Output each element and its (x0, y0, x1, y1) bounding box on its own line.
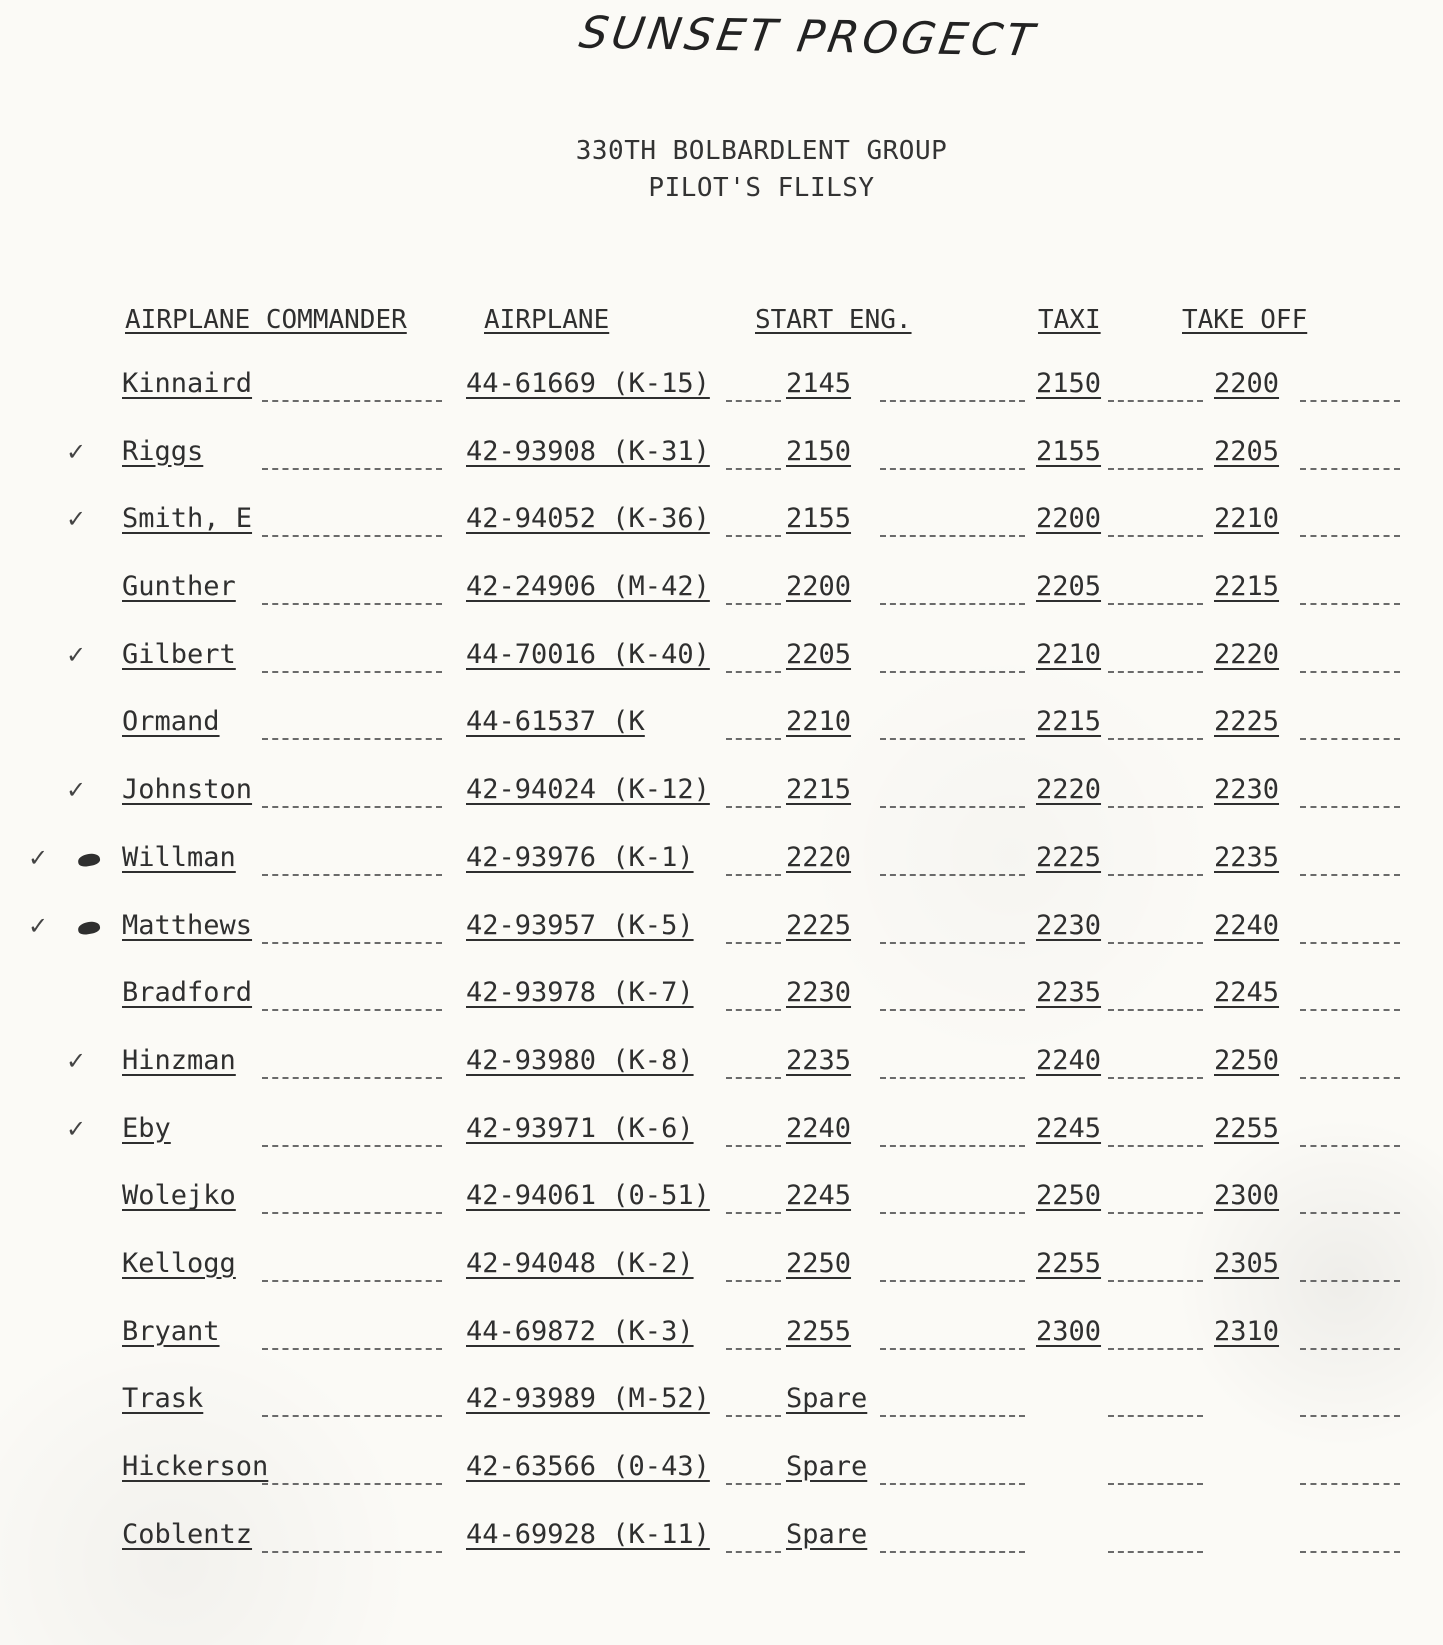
leader-dashes (1108, 1077, 1203, 1079)
airplane-id: 44-61669 (K-15) (466, 368, 710, 399)
commander-name: Hinzman (122, 1044, 236, 1076)
leader-dashes (1300, 738, 1400, 740)
leader-dashes (262, 535, 442, 537)
start-engine-time: Spare (786, 1518, 868, 1550)
take-off-time: 2305 (1214, 1247, 1280, 1279)
commander-name: Coblentz (122, 1518, 253, 1550)
schedule-table (0, 368, 1443, 1586)
document-subtitle: PILOT'S FLILSY (648, 173, 875, 203)
table-row (0, 436, 1443, 504)
commander-name: Eby (122, 1112, 171, 1144)
table-row (0, 1248, 1443, 1316)
column-header-commander: AIRPLANE COMMANDER (125, 305, 407, 335)
leader-dashes (1108, 400, 1203, 402)
leader-dashes (1300, 603, 1400, 605)
table-row (0, 503, 1443, 571)
commander-name: Bradford (122, 977, 253, 1009)
leader-dashes (1108, 671, 1203, 673)
column-header-taxi: TAXI (1038, 305, 1101, 335)
leader-dashes (1108, 1415, 1203, 1417)
leader-dashes (262, 1551, 442, 1553)
start-engine-time: Spare (786, 1383, 868, 1415)
taxi-time: 2255 (1036, 1247, 1102, 1279)
leader-dashes (1300, 942, 1400, 944)
leader-dashes (262, 1212, 442, 1214)
check-mark-icon: ✓ (66, 1114, 87, 1143)
leader-dashes (1300, 1212, 1400, 1214)
airplane-id: 42-93957 (K-5) (466, 909, 694, 941)
leader-dashes (726, 1415, 781, 1417)
check-mark-icon: ✓ (66, 1046, 87, 1075)
leader-dashes (726, 1348, 781, 1350)
take-off-time: 2240 (1214, 909, 1280, 941)
taxi-time: 2215 (1036, 706, 1102, 738)
start-engine-time: 2215 (786, 774, 852, 806)
table-row (0, 368, 1443, 436)
take-off-time: 2200 (1214, 368, 1280, 399)
taxi-time: 2240 (1036, 1044, 1102, 1076)
airplane-id: 42-24906 (M-42) (466, 571, 710, 603)
start-engine-time: 2235 (786, 1044, 852, 1076)
airplane-id: 42-94061 (0-51) (466, 1180, 710, 1212)
start-engine-time: 2150 (786, 435, 852, 467)
leader-dashes (1108, 1145, 1203, 1147)
taxi-time: 2245 (1036, 1112, 1102, 1144)
leader-dashes (1108, 1483, 1203, 1485)
leader-dashes (1108, 468, 1203, 470)
airplane-id: 42-93976 (K-1) (466, 841, 694, 873)
leader-dashes (880, 1212, 1025, 1214)
leader-dashes (880, 1415, 1025, 1417)
commander-name: Riggs (122, 435, 204, 467)
airplane-id: 42-94052 (K-36) (466, 503, 710, 535)
leader-dashes (262, 1348, 442, 1350)
leader-dashes (1300, 1551, 1400, 1553)
leader-dashes (1108, 806, 1203, 808)
leader-dashes (1300, 1145, 1400, 1147)
start-engine-time: 2255 (786, 1315, 852, 1347)
leader-dashes (262, 1415, 442, 1417)
table-row (0, 1316, 1443, 1384)
leader-dashes (880, 806, 1025, 808)
commander-name: Kellogg (122, 1247, 236, 1279)
ink-blot (77, 852, 101, 868)
commander-name: Ormand (122, 706, 220, 738)
unit-title: 330TH BOLBARDLENT GROUP (575, 136, 948, 166)
column-header-airplane: AIRPLANE (484, 305, 610, 335)
check-mark-icon: ✓ (66, 640, 87, 669)
leader-dashes (726, 400, 781, 402)
leader-dashes (726, 1212, 781, 1214)
leader-dashes (262, 1145, 442, 1147)
leader-dashes (726, 1077, 781, 1079)
leader-dashes (262, 1077, 442, 1079)
leader-dashes (1300, 874, 1400, 876)
take-off-time: 2250 (1214, 1044, 1280, 1076)
leader-dashes (880, 468, 1025, 470)
leader-dashes (726, 942, 781, 944)
commander-name: Wolejko (122, 1180, 236, 1212)
taxi-time: 2150 (1036, 368, 1102, 399)
start-engine-time: 2225 (786, 909, 852, 941)
airplane-id: 44-70016 (K-40) (466, 638, 710, 670)
taxi-time: 2210 (1036, 638, 1102, 670)
start-engine-time: 2145 (786, 368, 852, 399)
leader-dashes (880, 1009, 1025, 1011)
commander-name: Hickerson (122, 1451, 269, 1482)
airplane-id: 42-94048 (K-2) (466, 1247, 694, 1279)
taxi-time: 2220 (1036, 774, 1102, 806)
airplane-id: 42-93978 (K-7) (466, 977, 694, 1009)
leader-dashes (726, 603, 781, 605)
start-engine-time: 2205 (786, 638, 852, 670)
table-row (0, 774, 1443, 842)
take-off-time: 2205 (1214, 435, 1280, 467)
taxi-time: 2225 (1036, 841, 1102, 873)
column-header-start-engine: START ENG. (755, 305, 912, 335)
taxi-time: 2250 (1036, 1180, 1102, 1212)
airplane-id: 42-63566 (0-43) (466, 1451, 710, 1482)
leader-dashes (880, 1280, 1025, 1282)
airplane-id: 44-69872 (K-3) (466, 1315, 694, 1347)
leader-dashes (880, 1077, 1025, 1079)
leader-dashes (262, 738, 442, 740)
airplane-id: 42-93971 (K-6) (466, 1112, 694, 1144)
leader-dashes (726, 874, 781, 876)
leader-dashes (880, 535, 1025, 537)
leader-dashes (880, 671, 1025, 673)
leader-dashes (1300, 1009, 1400, 1011)
airplane-id: 42-94024 (K-12) (466, 774, 710, 806)
taxi-time: 2155 (1036, 435, 1102, 467)
leader-dashes (1300, 1280, 1400, 1282)
start-engine-time: 2250 (786, 1247, 852, 1279)
leader-dashes (1108, 1009, 1203, 1011)
table-row (0, 706, 1443, 774)
leader-dashes (726, 1551, 781, 1553)
leader-dashes (1300, 806, 1400, 808)
airplane-id: 44-61537 (K (466, 706, 645, 738)
table-row (0, 1113, 1443, 1181)
taxi-time: 2235 (1036, 977, 1102, 1009)
check-mark-icon: ✓ (66, 437, 87, 466)
leader-dashes (880, 942, 1025, 944)
taxi-time: 2300 (1036, 1315, 1102, 1347)
leader-dashes (1108, 535, 1203, 537)
leader-dashes (880, 400, 1025, 402)
leader-dashes (1300, 1348, 1400, 1350)
taxi-time: 2200 (1036, 503, 1102, 535)
leader-dashes (1108, 874, 1203, 876)
leader-dashes (880, 1348, 1025, 1350)
leader-dashes (1108, 942, 1203, 944)
leader-dashes (726, 1145, 781, 1147)
leader-dashes (1108, 1348, 1203, 1350)
leader-dashes (880, 1145, 1025, 1147)
handwritten-title: SUNSET PROGECT (576, 7, 1041, 67)
leader-dashes (262, 400, 442, 402)
leader-dashes (726, 1009, 781, 1011)
table-row (0, 1519, 1443, 1587)
leader-dashes (1108, 1280, 1203, 1282)
table-row (0, 1383, 1443, 1451)
check-mark-icon: ✓ (28, 843, 49, 872)
commander-name: Kinnaird (122, 368, 253, 399)
take-off-time: 2235 (1214, 841, 1280, 873)
leader-dashes (880, 1551, 1025, 1553)
check-mark-icon: ✓ (28, 911, 49, 940)
commander-name: Willman (122, 841, 236, 873)
leader-dashes (1300, 1483, 1400, 1485)
leader-dashes (726, 468, 781, 470)
table-row (0, 639, 1443, 707)
table-row (0, 910, 1443, 978)
leader-dashes (726, 535, 781, 537)
leader-dashes (1108, 738, 1203, 740)
leader-dashes (880, 874, 1025, 876)
leader-dashes (262, 603, 442, 605)
start-engine-time: 2155 (786, 503, 852, 535)
take-off-time: 2245 (1214, 977, 1280, 1009)
leader-dashes (1300, 535, 1400, 537)
leader-dashes (1300, 400, 1400, 402)
commander-name: Smith, E (122, 503, 253, 535)
leader-dashes (262, 1280, 442, 1282)
leader-dashes (262, 468, 442, 470)
take-off-time: 2215 (1214, 571, 1280, 603)
leader-dashes (262, 806, 442, 808)
commander-name: Gunther (122, 571, 236, 603)
leader-dashes (262, 1483, 442, 1485)
start-engine-time: 2240 (786, 1112, 852, 1144)
column-header-take-off: TAKE OFF (1182, 305, 1308, 335)
leader-dashes (262, 874, 442, 876)
commander-name: Bryant (122, 1315, 220, 1347)
taxi-time: 2230 (1036, 909, 1102, 941)
leader-dashes (262, 942, 442, 944)
leader-dashes (726, 671, 781, 673)
leader-dashes (1300, 671, 1400, 673)
commander-name: Trask (122, 1383, 204, 1415)
commander-name: Johnston (122, 774, 253, 806)
ink-blot (77, 920, 101, 936)
taxi-time: 2205 (1036, 571, 1102, 603)
check-mark-icon: ✓ (66, 505, 87, 534)
commander-name: Gilbert (122, 638, 236, 670)
leader-dashes (262, 1009, 442, 1011)
start-engine-time: Spare (786, 1451, 868, 1482)
leader-dashes (726, 806, 781, 808)
leader-dashes (726, 1280, 781, 1282)
start-engine-time: 2210 (786, 706, 852, 738)
table-row (0, 977, 1443, 1045)
take-off-time: 2255 (1214, 1112, 1280, 1144)
leader-dashes (262, 671, 442, 673)
airplane-id: 42-93989 (M-52) (466, 1383, 710, 1415)
start-engine-time: 2245 (786, 1180, 852, 1212)
table-row (0, 842, 1443, 910)
leader-dashes (726, 1483, 781, 1485)
leader-dashes (1108, 1212, 1203, 1214)
start-engine-time: 2220 (786, 841, 852, 873)
check-mark-icon: ✓ (66, 776, 87, 805)
table-row (0, 571, 1443, 639)
commander-name: Matthews (122, 909, 253, 941)
leader-dashes (1300, 468, 1400, 470)
take-off-time: 2310 (1214, 1315, 1280, 1347)
table-row (0, 1180, 1443, 1248)
airplane-id: 44-69928 (K-11) (466, 1518, 710, 1550)
leader-dashes (880, 603, 1025, 605)
airplane-id: 42-93980 (K-8) (466, 1044, 694, 1076)
start-engine-time: 2200 (786, 571, 852, 603)
leader-dashes (1108, 603, 1203, 605)
table-row (0, 1045, 1443, 1113)
take-off-time: 2220 (1214, 638, 1280, 670)
leader-dashes (1300, 1415, 1400, 1417)
leader-dashes (726, 738, 781, 740)
airplane-id: 42-93908 (K-31) (466, 435, 710, 467)
leader-dashes (1108, 1551, 1203, 1553)
take-off-time: 2230 (1214, 774, 1280, 806)
take-off-time: 2225 (1214, 706, 1280, 738)
take-off-time: 2300 (1214, 1180, 1280, 1212)
table-row (0, 1451, 1443, 1519)
start-engine-time: 2230 (786, 977, 852, 1009)
take-off-time: 2210 (1214, 503, 1280, 535)
leader-dashes (880, 738, 1025, 740)
leader-dashes (880, 1483, 1025, 1485)
leader-dashes (1300, 1077, 1400, 1079)
